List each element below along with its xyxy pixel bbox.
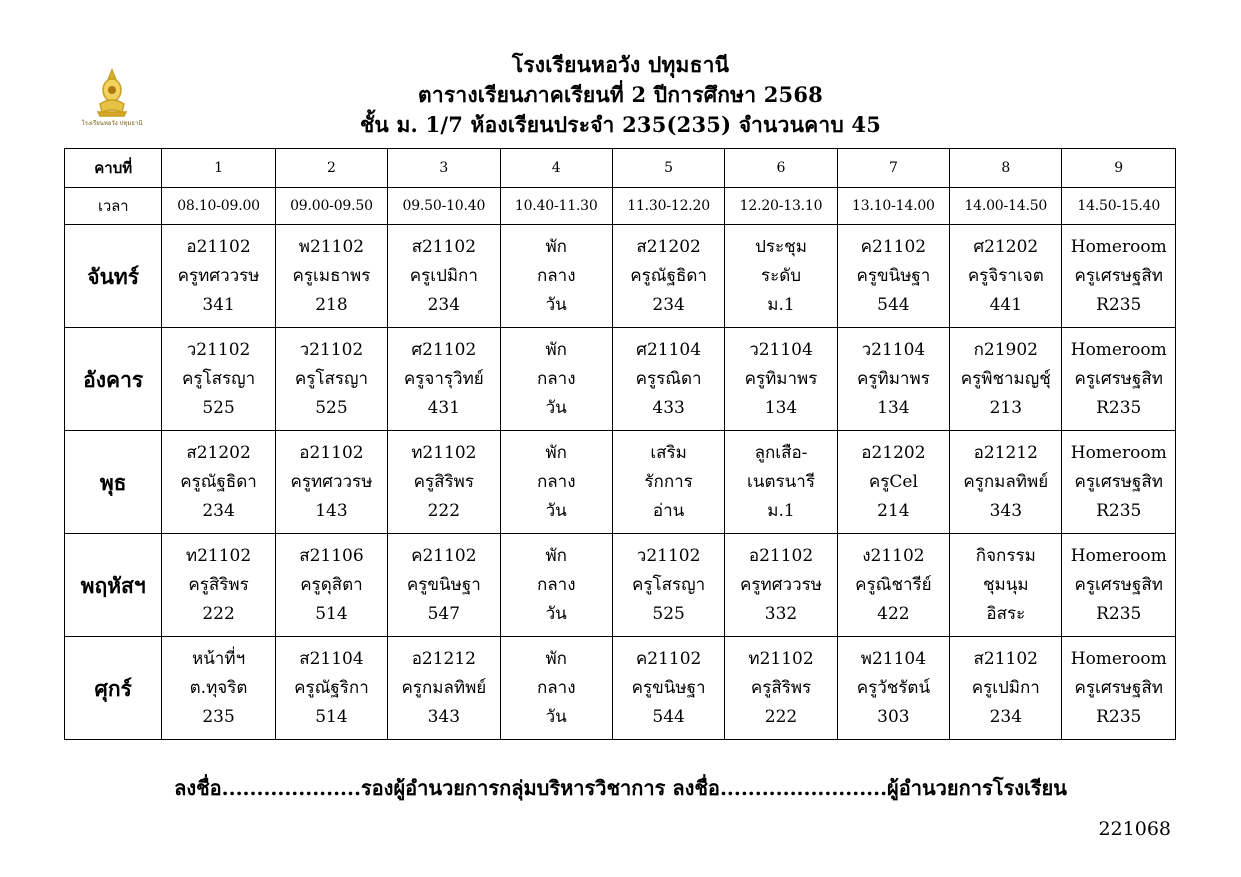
room-number: 134	[764, 397, 798, 418]
teacher-name: เนตรนารี	[747, 471, 815, 492]
room-number: ม.1	[767, 500, 795, 521]
schedule-cell	[950, 431, 1062, 534]
room-number: 235	[202, 706, 235, 727]
subject-code: ประชุม	[755, 236, 807, 257]
period-time: 14.50-15.40	[1062, 188, 1176, 225]
subject-code: ศ21104	[636, 339, 702, 360]
teacher-name: กลาง	[536, 574, 576, 595]
subject-code: ว21104	[749, 339, 813, 360]
room-number: อิสระ	[986, 603, 1026, 624]
room-number: 234	[989, 706, 1023, 727]
subject-code: ท21102	[411, 442, 477, 463]
teacher-name: ครูณัฐธิดา	[180, 471, 257, 492]
room-number: 332	[764, 603, 798, 624]
day-row	[65, 328, 1176, 431]
room-number: 547	[427, 603, 461, 624]
room-number: 222	[202, 603, 235, 624]
teacher-name: ครูเศรษฐสิท	[1074, 265, 1163, 286]
day-row	[65, 431, 1176, 534]
room-number: 213	[989, 397, 1023, 418]
teacher-name: กลาง	[536, 471, 576, 492]
schedule-cell	[725, 534, 837, 637]
period-number: 3	[388, 149, 500, 188]
room-number: 343	[427, 706, 461, 727]
subject-code: ส21202	[186, 442, 251, 463]
schedule-cell	[500, 637, 612, 740]
schedule-cell	[837, 328, 949, 431]
teacher-name: ครูณัฐธิดา	[630, 265, 707, 286]
subject-code: พัก	[545, 545, 567, 566]
subject-code: ส21202	[636, 236, 701, 257]
schedule-cell	[275, 328, 387, 431]
teacher-name: ครูทิมาพร	[744, 368, 818, 389]
room-number: 431	[427, 397, 461, 418]
room-number: 544	[877, 294, 910, 315]
schedule-cell	[388, 328, 500, 431]
period-number: 6	[725, 149, 837, 188]
schedule-cell	[275, 534, 387, 637]
period-number: 9	[1062, 149, 1176, 188]
subject-code: อ21102	[748, 545, 814, 566]
period-time: 14.00-14.50	[950, 188, 1062, 225]
teacher-name: ครูสิริพร	[750, 677, 812, 698]
period-label: คาบที่	[65, 149, 162, 188]
period-time: 11.30-12.20	[612, 188, 724, 225]
room-number: วัน	[545, 294, 567, 315]
room-number: 544	[652, 706, 685, 727]
subject-code: ค21102	[411, 545, 477, 566]
room-number: R235	[1096, 706, 1142, 727]
period-number: 8	[950, 149, 1062, 188]
day-name: พุธ	[65, 431, 162, 534]
schedule-cell	[500, 431, 612, 534]
room-number: 214	[877, 500, 910, 521]
teacher-name: ครูณิชารีย์	[855, 574, 932, 595]
subject-code: พัก	[545, 648, 567, 669]
subject-code: พ21102	[298, 236, 365, 257]
subject-code: ว21102	[299, 339, 364, 360]
schedule-cell	[725, 637, 837, 740]
schedule-cell	[388, 225, 500, 328]
room-number: 422	[877, 603, 910, 624]
timetable	[64, 148, 1176, 740]
schedule-cell	[162, 328, 275, 431]
day-row	[65, 534, 1176, 637]
room-number: R235	[1096, 397, 1142, 418]
document-header	[0, 50, 1241, 140]
subject-code: Homeroom	[1070, 648, 1167, 669]
room-number: 433	[652, 397, 685, 418]
logo-text: โรงเรียนหอวัง ปทุมธานี	[81, 120, 143, 127]
teacher-name: ครูเศรษฐสิท	[1074, 471, 1163, 492]
subject-code: ง21102	[862, 545, 925, 566]
teacher-name: กลาง	[536, 265, 576, 286]
teacher-name: ครูพิชามญชุ์	[960, 368, 1051, 389]
schedule-cell	[162, 431, 275, 534]
teacher-name: กลาง	[536, 368, 576, 389]
subject-code: ท21102	[748, 648, 814, 669]
room-number: วัน	[545, 603, 567, 624]
schedule-cell	[837, 225, 949, 328]
subject-code: อ21212	[411, 648, 476, 669]
teacher-name: ครูทิมาพร	[856, 368, 930, 389]
teacher-name: ครูเศรษฐสิท	[1074, 368, 1163, 389]
teacher-name: ครูCel	[868, 471, 918, 492]
teacher-name: ครูเมธาพร	[292, 265, 371, 286]
schedule-cell	[500, 534, 612, 637]
school-name: โรงเรียนหอวัง ปทุมธานี	[511, 52, 730, 77]
teacher-name: ครูทศววรษ	[740, 574, 822, 595]
room-number: ม.1	[767, 294, 795, 315]
period-number: 1	[162, 149, 275, 188]
time-row	[65, 188, 1176, 225]
teacher-name: ครูทศววรษ	[290, 471, 373, 492]
teacher-name: ครูดุสิตา	[300, 574, 363, 595]
schedule-cell	[1062, 534, 1176, 637]
subject-code: เสริม	[650, 442, 687, 463]
teacher-name: ครูรณิดา	[635, 368, 702, 389]
room-number: วัน	[545, 500, 567, 521]
subject-code: ท21102	[185, 545, 252, 566]
teacher-name: ต.ทุจริต	[189, 677, 248, 698]
document-code: 221068	[1098, 818, 1171, 840]
room-number: 222	[427, 500, 461, 521]
room-number: 143	[315, 500, 348, 521]
period-time: 09.00-09.50	[275, 188, 387, 225]
subject-code: Homeroom	[1070, 545, 1167, 566]
room-number: 525	[202, 397, 235, 418]
schedule-cell	[612, 225, 724, 328]
room-number: 525	[652, 603, 685, 624]
day-name: ศุกร์	[65, 637, 162, 740]
subject-code: ว21102	[636, 545, 701, 566]
subject-code: ศ21102	[411, 339, 477, 360]
subject-code: ว21102	[186, 339, 251, 360]
subject-code: Homeroom	[1070, 339, 1167, 360]
subject-code: ค21102	[635, 648, 702, 669]
teacher-name: ครูวัชรัตน์	[856, 677, 931, 698]
teacher-name: กลาง	[536, 677, 576, 698]
teacher-name: ครูเปมิกา	[971, 677, 1040, 698]
schedule-cell	[950, 534, 1062, 637]
teacher-name: ครูเศรษฐสิท	[1074, 677, 1163, 698]
subject-code: พัก	[545, 236, 567, 257]
schedule-cell	[612, 637, 724, 740]
room-number: 341	[202, 294, 235, 315]
teacher-name: ครูโสรญา	[181, 368, 256, 389]
room-number: 234	[202, 500, 235, 521]
schedule-cell	[275, 225, 387, 328]
subject-code: ค21102	[860, 236, 927, 257]
schedule-cell	[1062, 225, 1176, 328]
teacher-name: ระดับ	[760, 265, 802, 286]
subject-code: ส21104	[299, 648, 364, 669]
period-number: 7	[837, 149, 949, 188]
subject-code: ศ21202	[973, 236, 1039, 257]
room-number: 441	[989, 294, 1023, 315]
period-header-row	[65, 149, 1176, 188]
teacher-name: ครูโสรญา	[294, 368, 369, 389]
subject-code: ส21106	[299, 545, 364, 566]
room-number: 514	[315, 706, 348, 727]
period-number: 4	[500, 149, 612, 188]
schedule-cell	[275, 637, 387, 740]
room-number: R235	[1096, 500, 1142, 521]
day-name: พฤหัสฯ	[65, 534, 162, 637]
period-time: 10.40-11.30	[500, 188, 612, 225]
schedule-cell	[162, 534, 275, 637]
subject-code: Homeroom	[1070, 236, 1167, 257]
period-time: 13.10-14.00	[837, 188, 949, 225]
teacher-name: ครูจิราเจต	[967, 265, 1044, 286]
subject-code: ว21104	[861, 339, 926, 360]
schedule-cell	[1062, 431, 1176, 534]
teacher-name: ครูขนิษฐา	[856, 265, 931, 286]
room-number: 514	[315, 603, 348, 624]
schedule-cell	[612, 328, 724, 431]
schedule-cell	[1062, 328, 1176, 431]
schedule-cell	[500, 328, 612, 431]
period-time: 12.20-13.10	[725, 188, 837, 225]
subject-code: พ21104	[860, 648, 927, 669]
subject-code: พัก	[545, 339, 567, 360]
subject-code: หน้าที่ฯ	[191, 648, 246, 669]
room-number: R235	[1096, 294, 1142, 315]
room-number: 222	[764, 706, 798, 727]
room-number: 218	[315, 294, 348, 315]
schedule-cell	[950, 225, 1062, 328]
room-number: R235	[1096, 603, 1142, 624]
room-number: 134	[877, 397, 910, 418]
teacher-name: ครูณัฐริกา	[294, 677, 369, 698]
day-name: อังคาร	[65, 328, 162, 431]
schedule-cell	[612, 431, 724, 534]
subject-code: ลูกเสือ-	[754, 442, 808, 463]
period-number: 5	[612, 149, 724, 188]
teacher-name: ครูสิริพร	[188, 574, 249, 595]
schedule-cell	[950, 328, 1062, 431]
teacher-name: ครูเศรษฐสิท	[1074, 574, 1163, 595]
subject-code: อ21212	[973, 442, 1038, 463]
teacher-name: ครูกมลทิพย์	[401, 677, 487, 698]
teacher-name: ครูจารุวิทย์	[403, 368, 484, 389]
schedule-cell	[725, 328, 837, 431]
day-row	[65, 225, 1176, 328]
subject-code: ส21102	[411, 236, 477, 257]
subject-code: พัก	[545, 442, 567, 463]
schedule-cell	[275, 431, 387, 534]
schedule-cell	[725, 225, 837, 328]
schedule-cell	[162, 637, 275, 740]
teacher-name: ครูขนิษฐา	[631, 677, 706, 698]
teacher-name: ครูทศววรษ	[177, 265, 260, 286]
subject-code: อ21202	[861, 442, 926, 463]
room-number: วัน	[545, 397, 567, 418]
teacher-name: ครูโสรญา	[632, 574, 706, 595]
room-number: วัน	[545, 706, 567, 727]
term-title: ตารางเรียนภาคเรียนที่ 2 ปีการศึกษา 2568	[418, 82, 823, 107]
teacher-name: ครูเปมิกา	[409, 265, 478, 286]
teacher-name: รักการ	[644, 471, 693, 492]
schedule-cell	[500, 225, 612, 328]
subject-code: อ21102	[299, 442, 364, 463]
schedule-cell	[837, 637, 949, 740]
schedule-cell	[837, 431, 949, 534]
schedule-cell	[388, 534, 500, 637]
room-number: 303	[877, 706, 910, 727]
schedule-cell	[1062, 637, 1176, 740]
teacher-name: ครูขนิษฐา	[406, 574, 481, 595]
subject-code: กิจกรรม	[975, 545, 1036, 566]
room-number: 234	[427, 294, 461, 315]
teacher-name: ครูกมลทิพย์	[963, 471, 1049, 492]
signature-line: ลงชื่อ....................รองผู้อำนวยการกลุ่มบริหารวิชาการ ลงชื่อ........................ผู้อำนวยการโรงเรียน	[174, 776, 1067, 800]
schedule-cell	[162, 225, 275, 328]
subject-code: อ21102	[186, 236, 251, 257]
room-number: 343	[989, 500, 1023, 521]
period-number: 2	[275, 149, 387, 188]
subject-code: Homeroom	[1070, 442, 1167, 463]
schedule-cell	[725, 431, 837, 534]
time-label: เวลา	[65, 188, 162, 225]
schedule-cell	[612, 534, 724, 637]
period-time: 08.10-09.00	[162, 188, 275, 225]
teacher-name: ครูสิริพร	[413, 471, 475, 492]
day-name: จันทร์	[65, 225, 162, 328]
room-number: 525	[315, 397, 348, 418]
subject-code: ส21102	[973, 648, 1039, 669]
period-time: 09.50-10.40	[388, 188, 500, 225]
room-number: อ่าน	[652, 500, 685, 521]
teacher-name: ชุมนุม	[983, 574, 1029, 595]
room-number: 234	[652, 294, 685, 315]
class-info: ชั้น ม. 1/7 ห้องเรียนประจำ 235(235) จำนวนคาบ 45	[359, 112, 882, 137]
day-row	[65, 637, 1176, 740]
schedule-cell	[388, 431, 500, 534]
schedule-cell	[388, 637, 500, 740]
schedule-cell	[837, 534, 949, 637]
schedule-cell	[950, 637, 1062, 740]
subject-code: ก21902	[973, 339, 1038, 360]
